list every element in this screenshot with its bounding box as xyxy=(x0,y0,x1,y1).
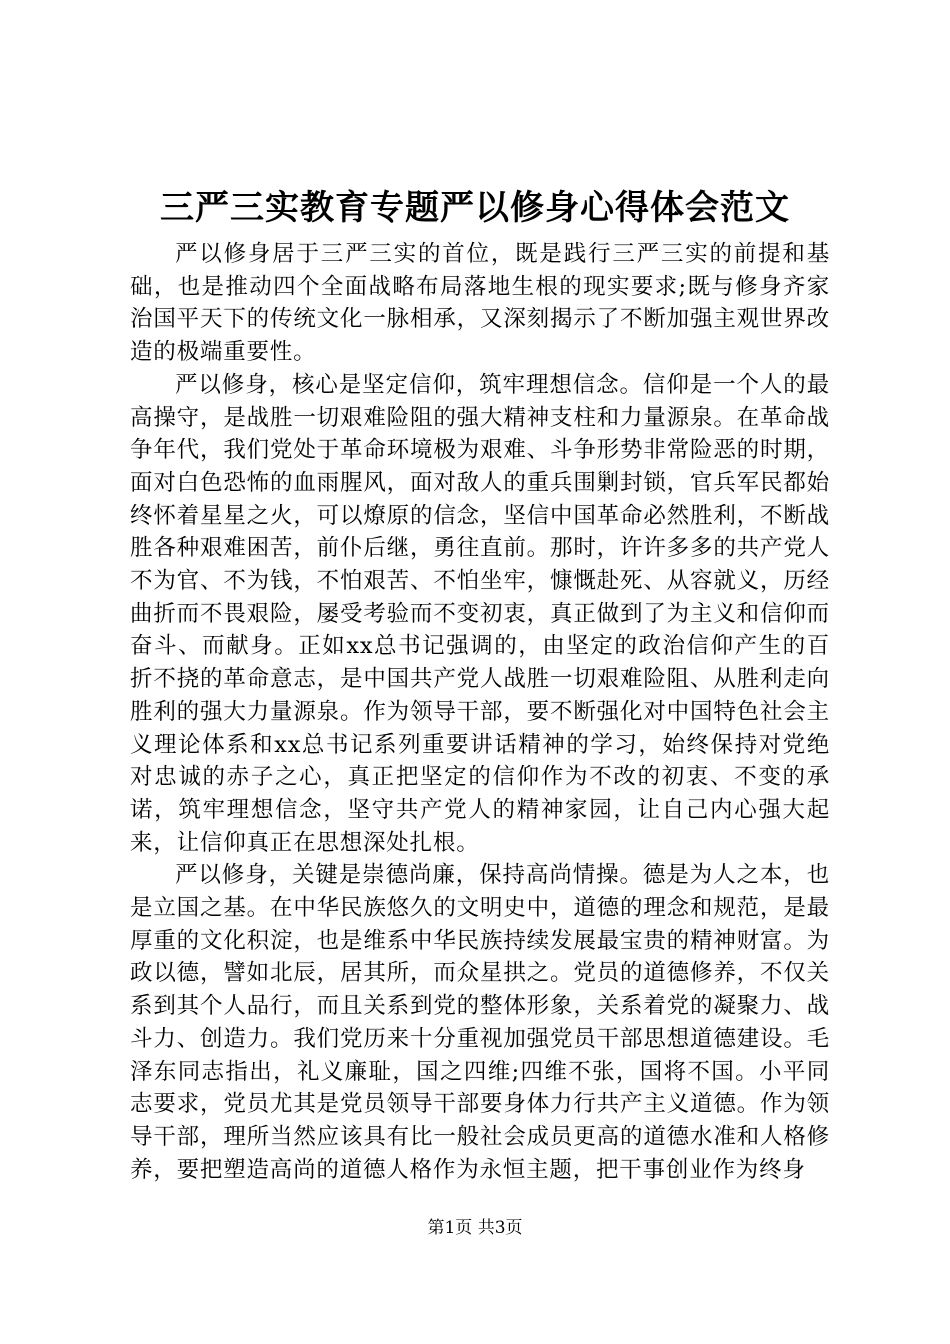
document-title: 三严三实教育专题严以修身心得体会范文 xyxy=(160,188,790,228)
paragraph-1: 严以修身居于三严三实的首位，既是践行三严三实的前提和基础，也是推动四个全面战略布局落地生根的现实要求;既与修身齐家治国平天下的传统文化一脉相承，又深刻揭示了不断加强主观世界改造的极端重要性。 xyxy=(130,241,830,366)
paragraph-3: 严以修身，关键是崇德尚廉，保持高尚情操。德是为人之本，也是立国之基。在中华民族悠久的文明史中，道德的理念和规范，是最厚重的文化积淀，也是维系中华民族持续发展最宝贵的精神财富。为政以德，譬如北辰，居其所，而众星拱之。党员的道德修养，不仅关系到其个人品行，而且关系到党的整体形象，关系着党的凝聚力、战斗力、创造力。我们党历来十分重视加强党员干部思想道德建设。毛泽东同志指出，礼义廉耻，国之四维;四维不张，国将不国。小平同志要求，党员尤其是党员领导干部要身体力行共产主义道德。作为领导干部，理所当然应该具有比一般社会成员更高的道德水准和人格修养，要把塑造高尚的道德人格作为永恒主题，把干事创业作为终身 xyxy=(130,862,830,1183)
paragraph-2: 严以修身，核心是坚定信仰，筑牢理想信念。信仰是一个人的最高操守，是战胜一切艰难险阻的强大精神支柱和力量源泉。在革命战争年代，我们党处于革命环境极为艰难、斗争形势非常险恶的时期，面对白色恐怖的血雨腥风，面对敌人的重兵围剿封锁，官兵军民都始终怀着星星之火，可以燎原的信念，坚信中国革命必然胜利，不断战胜各种艰难困苦，前仆后继，勇往直前。那时，许许多多的共产党人不为官、不为钱，不怕艰苦、不怕坐牢，慷慨赴死、从容就义，历经曲折而不畏艰险，屡受考验而不变初衷，真正做到了为主义和信仰而奋斗、而献身。正如xx总书记强调的，由坚定的政治信仰产生的百折不挠的革命意志，是中国共产党人战胜一切艰难险阻、从胜利走向胜利的强大力量源泉。作为领导干部，要不断强化对中国特色社会主义理论体系和xx总书记系列重要讲话精神的学习，始终保持对党绝对忠诚的赤子之心，真正把坚定的信仰作为不改的初衷、不变的承诺，筑牢理想信念，坚守共产党人的精神家园，让自己内心强大起来，让信仰真正在思想深处扎根。 xyxy=(130,371,830,856)
page-number-footer: 第1页 共3页 xyxy=(427,1218,523,1238)
document-body xyxy=(130,238,830,1186)
